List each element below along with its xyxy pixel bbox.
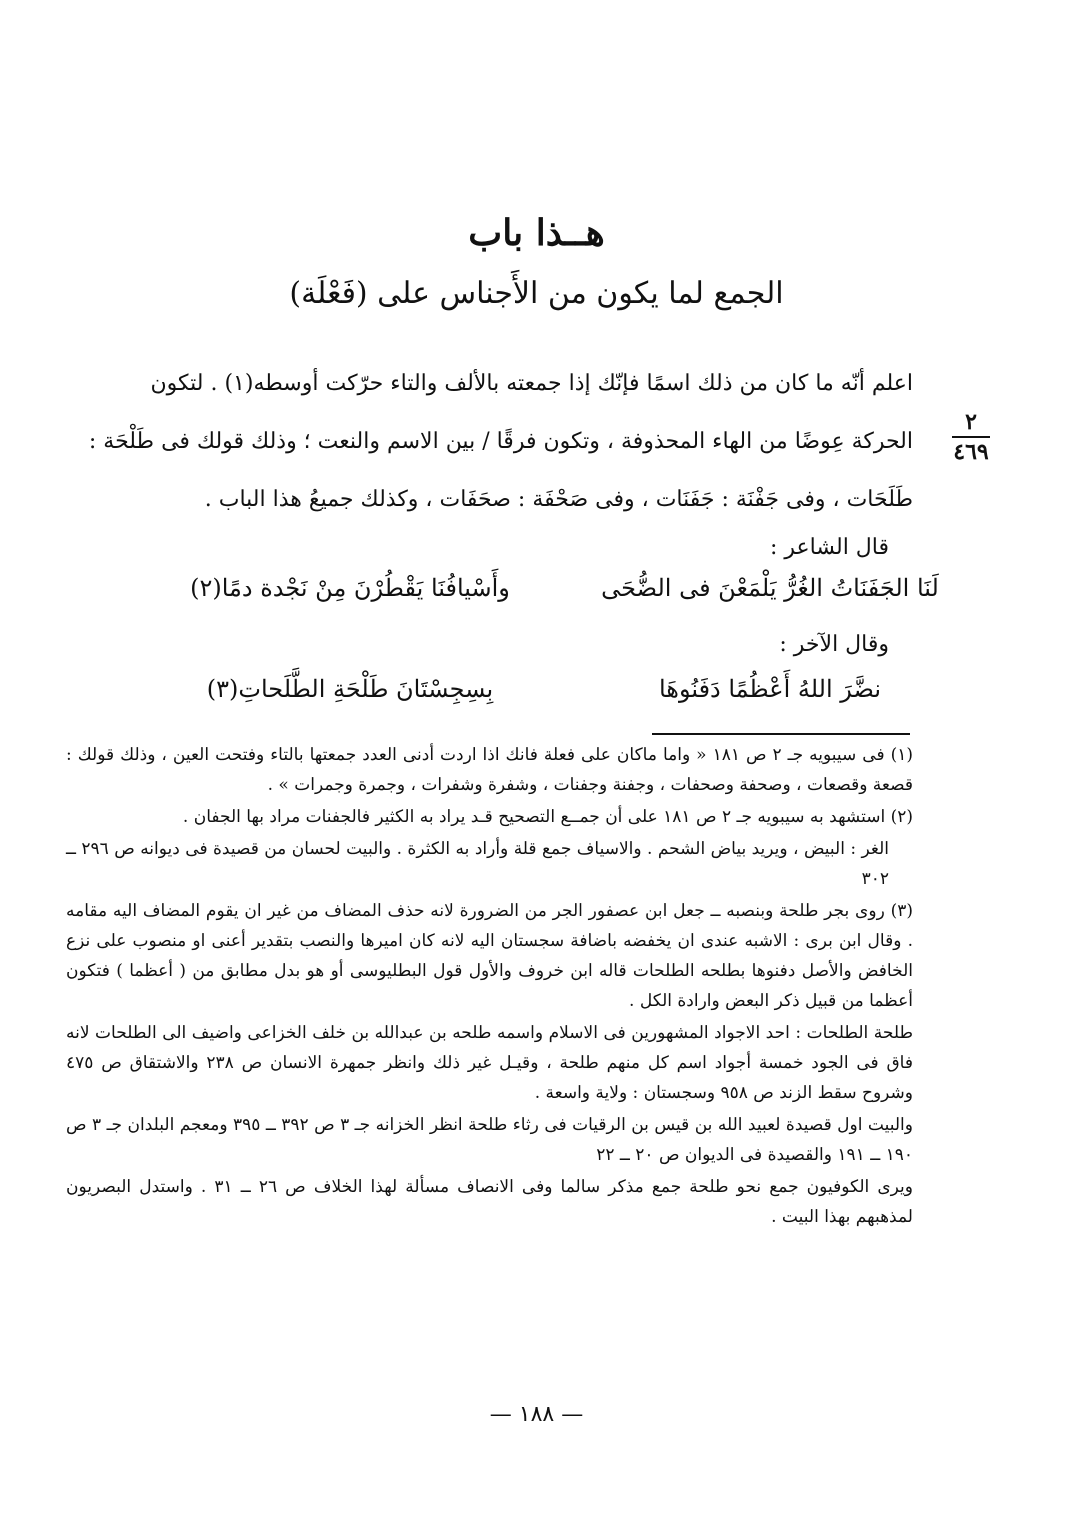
footnote-continuation: والبيت اول قصيدة لعبيد الله بن قيس بن الرقيات فى رثاء طلحة انظر الخزانه جـ ٣ ص ٣٩٢ ــ ٣٩٥ ومعجم البلدان جـ ٣ ص ١٩٠ ــ ١٩١ والقصيدة فى الديوان ص ٢٠ ــ ٢٢ bbox=[66, 1115, 913, 1165]
main-text bbox=[66, 355, 913, 529]
verse-1-second-hemistich: وأَسْيافُنَا يَقْطُرْنَ مِنْ نَجْدة دمًا(٢) bbox=[190, 574, 510, 602]
margin-ref-page: ٤٦٩ bbox=[953, 439, 989, 465]
footnotes bbox=[66, 740, 913, 1232]
body-line: اعلم أنّه ما كان من ذلك اسمًا فإنّك إذا جمعته بالألف والتاء حرّكت أوسطه(١) . لتكون bbox=[150, 371, 913, 396]
verse-2-second-hemistich: بِسِجِسْتَانَ طَلْحَةِ الطَّلَحاتِ(٣) bbox=[206, 675, 494, 703]
footnote-separator bbox=[652, 733, 910, 735]
verse-1 bbox=[150, 574, 940, 602]
footnote-continuation: الغر : البيض ، ويريد بياض الشحم . والاسياف جمع قلة وأراد به الكثرة . والبيت لحسان من قصيدة فى ديوانه ص ٢٩٦ ــ ٣٠٢ bbox=[66, 839, 889, 889]
footnote: (٣) روى بجر طلحة وبنصبه ــ جعل ابن عصفور الجر من الضرورة لانه حذف المضاف من غير ان يقوم المضاف اليه مقامه . وقال ابن برى : الاشبه عندى ان يخفضه باضافة سجستان اليه لانه كان اميرها والنصب بتقدير أعنى او منصوب على نزع الخافض والأصل دفنوها بطلحه الطلحات قاله ابن خروف والأول قول البطليوسى أو هو بدل مطابق من ( أعظما ) فتكون أعظما من قبيل ذكر البعض وارادة الكل . bbox=[66, 901, 913, 1011]
chapter-subheading: الجمع لما يكون من الأَجناس على (فَعْلَة) bbox=[289, 276, 784, 311]
footnote: (٢) استشهد به سيبويه جـ ٢ ص ١٨١ على أن جمــع التصحيح قـد يراد به الكثير فالجفنات مراد بها الجفان . bbox=[182, 807, 913, 827]
verse-1-first-hemistich: لَنَا الجَفَنَاتُ الغُرُّ يَلْمَعْنَ فى الضُّحَى bbox=[601, 574, 939, 602]
footnote-continuation: ويرى الكوفيون جمع نحو طلحة جمع مذكر سالما وفى الانصاف مسألة لهذا الخلاف ص ٢٦ ــ ٣١ . واستدل البصريون لمذهبهم بهذا البيت . bbox=[66, 1177, 913, 1227]
margin-ref-divider bbox=[952, 436, 990, 438]
verse-2 bbox=[150, 675, 940, 703]
verse-2-first-hemistich: نضَّرَ اللهُ أَعْظُمًا دَفَنُوهَا bbox=[658, 675, 882, 703]
body-line: الحركة عِوضًا من الهاء المحذوفة ، وتكون فرقًا / بين الاسم والنعت ؛ وذلك قولك فى طَلْحَة : bbox=[88, 429, 913, 454]
body-line: طَلَحَات ، وفى جَفْنَة : جَفَنَات ، وفى صَحْفَة : صحَفَات ، وكذلك جميعُ هذا الباب . bbox=[204, 487, 913, 512]
footnote-continuation: طلحة الطلحات : احد الاجواد المشهورين فى الاسلام واسمه طلحه بن عبدالله بن خلف الخزاعى واضيف الى الطلحات لانه فاق فى الجود خمسة أجواد اسم كل منهم طلحة ، وقيـل غير ذلك وانظر جمهرة الانسان ص ٢٣٨ والاشتقاق ص ٤٧٥ وشروح سقط الزند ص ٩٥٨ وسجستان : ولاية واسعة . bbox=[66, 1023, 913, 1103]
footnote: (١) فى سيبويه جـ ٢ ص ١٨١ « واما ماكان على فعلة فانك اذا اردت أدنى العدد جمعتها بالتاء وفتحت العين ، وذلك قولك : قصعة وقصعات ، وصحفة وصحفات ، وجفنة وجفنات ، وشفرة وشفرات ، وجمرة وجمرات » . bbox=[66, 745, 913, 795]
chapter-heading: هــذا باب bbox=[468, 212, 605, 254]
poet-intro-1: قال الشاعر : bbox=[769, 535, 889, 560]
poet-intro-2: وقال الآخر : bbox=[779, 632, 889, 657]
page-number: — ١٨٨ — bbox=[489, 1402, 584, 1427]
margin-page-reference bbox=[948, 410, 994, 464]
margin-ref-volume: ٢ bbox=[965, 409, 977, 435]
